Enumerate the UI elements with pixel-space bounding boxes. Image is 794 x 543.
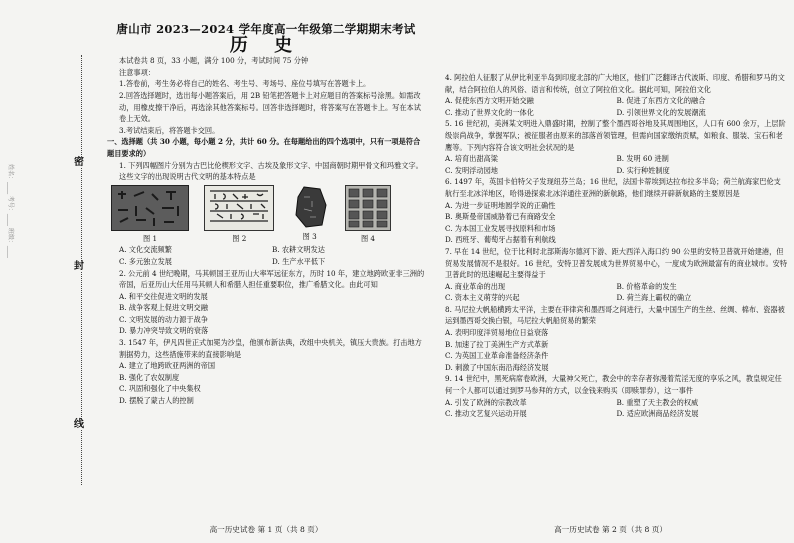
question-6-option-c: C. 为本国工业发展寻找原料和市场 bbox=[445, 223, 556, 233]
seal-mark-xian: 线 bbox=[74, 419, 84, 430]
question-9-option-c: C. 推动文艺复兴运动开展 bbox=[445, 409, 527, 419]
exam-title: 唐山市 2023—2024 学年度高一年级第二学期期末考试 bbox=[116, 22, 416, 36]
question-2-option-a: A. 和平交往促进文明的发展 bbox=[119, 291, 208, 301]
notice-3: 3.考试结束后，将答题卡交回。 bbox=[119, 125, 220, 135]
question-2-stem: 2. 公元前 4 世纪晚期，马其顿国王亚历山大率军远征东方，历时 10 年，建立地跨欧亚非三洲的帝国，后亚历山大任用马其顿人和希腊人担任重要职位，推广希腊文化。由此可知 bbox=[119, 268, 425, 290]
question-7-stem: 7. 早在 14 世纪，位于比利时北部斯海尔德河下游、距大西洋入海口约 90 公里的安特卫普就开始建港，但贸易发展情况不是很好。16 世纪，安特卫普发展成为世界贸易中心，一度成为欧洲最富有的商业城市。安特卫普此时的迅速崛起主要得益于 bbox=[445, 246, 788, 280]
binding-margin bbox=[0, 0, 100, 543]
question-1-figures bbox=[111, 185, 391, 245]
figure-1-caption: 图 1 bbox=[142, 233, 158, 243]
question-4-option-a: A. 促使东西方文明开始交融 bbox=[445, 96, 534, 106]
question-2-option-c: C. 文明发展的动力源于战争 bbox=[119, 314, 208, 324]
notice-title: 注意事项： bbox=[119, 67, 155, 77]
figure-2-caption: 图 2 bbox=[232, 233, 247, 243]
question-9-stem: 9. 14 世纪中，黑死病席卷欧洲，大量神父死亡，教会中的幸存者弥漫着荒淫无度的享乐之风，教皇规定任何一个人都可以通过到罗马参拜的方式，以金钱来购买（即赎罪券），这一事件 bbox=[445, 374, 782, 396]
question-2-option-b: B. 战争客观上促进文明交融 bbox=[119, 303, 208, 313]
figure-4 bbox=[345, 185, 391, 245]
question-9-options-row-2 bbox=[433, 408, 788, 420]
seal-mark-feng: 封 bbox=[74, 261, 84, 272]
question-8-option-d: D. 刺激了中国东南沿海经济发展 bbox=[445, 362, 549, 372]
question-9-option-d: D. 适应欧洲商品经济发展 bbox=[616, 409, 699, 419]
question-4-option-b: B. 促进了东西方文化的融合 bbox=[616, 96, 706, 106]
question-5-option-a: A. 培育出甜高粱 bbox=[445, 154, 498, 164]
question-7-option-a: A. 商业革命的出现 bbox=[445, 281, 506, 291]
question-4-option-c: C. 推动了世界文化的一体化 bbox=[445, 107, 534, 117]
question-4-options-row-2 bbox=[433, 107, 788, 119]
binding-candidate-info bbox=[3, 160, 15, 380]
page-2-footer: 高一历史试卷 第 2 页（共 8 页） bbox=[554, 525, 667, 535]
question-8-option-b: B. 加速了拉丁美洲生产方式革新 bbox=[445, 339, 549, 349]
question-1-stem: 1. 下列四幅图片分别为古巴比伦楔形文字、古埃及象形文字、中国商朝时期甲骨文和玛雅文字。这些文字的出现说明古代文明的基本特点是 bbox=[119, 160, 423, 182]
question-6-option-b: B. 奥斯曼帝国威胁着已有商路安全 bbox=[445, 212, 556, 222]
question-3-option-d: D. 摆脱了蒙古人的控制 bbox=[119, 396, 194, 406]
maya-glyph-image bbox=[345, 185, 391, 231]
question-9-option-b: B. 重塑了天主教会的权威 bbox=[616, 397, 699, 407]
subject-title: 历 史 bbox=[229, 34, 303, 56]
question-2-option-d: D. 暴力冲突导致文明的衰落 bbox=[119, 326, 209, 336]
question-9-options-row-1 bbox=[433, 397, 788, 409]
seal-mark-mi: 密 bbox=[74, 157, 84, 168]
question-1-option-d: D. 生产水平低下 bbox=[272, 256, 326, 266]
notice-2: 2.回答选择题时，选出每小题答案后，用 2B 铅笔把答题卡上对应题目的答案标号涂黑。如需改动，用橡皮擦干净后，再选涂其他答案标号。回答非选择题时，将答案写在答题卡上。写在本试卷上无效。 bbox=[119, 90, 421, 124]
question-1-options-row-2 bbox=[107, 256, 425, 268]
question-7-option-d: D. 荷兰海上霸权的确立 bbox=[616, 293, 692, 303]
question-1-option-a: A. 文化交流频繁 bbox=[119, 245, 172, 255]
question-6-option-a: A. 为进一步证明地圆学说的正确性 bbox=[445, 200, 556, 210]
figure-3 bbox=[290, 185, 330, 245]
figure-3-caption: 图 3 bbox=[302, 231, 317, 241]
question-4-options-row-1 bbox=[433, 95, 788, 107]
question-7-option-b: B. 价格革命的发生 bbox=[616, 281, 677, 291]
question-7-options-row-1 bbox=[433, 281, 788, 293]
question-5-option-b: B. 发明 60 进制 bbox=[616, 154, 669, 164]
question-8-stem: 8. 马尼拉大帆船横跨太平洋，主要在菲律宾和墨西哥之间进行，大量中国生产的生丝、丝绸、棉布、瓷器被运到墨西哥交换白银，马尼拉大帆船贸易的繁荣 bbox=[445, 304, 785, 326]
question-6-option-d: D. 西班牙、葡萄牙占据着有利航线 bbox=[445, 235, 556, 245]
question-5-options-row-1 bbox=[433, 153, 788, 165]
question-5-option-c: C. 发明浮动园地 bbox=[445, 165, 498, 175]
exam-intro: 本试卷共 8 页，33 小题，满分 100 分，考试时间 75 分钟 bbox=[119, 56, 309, 66]
question-7-option-c: C. 资本主义萌芽的兴起 bbox=[445, 293, 520, 303]
figure-2 bbox=[204, 185, 274, 245]
section-1-heading: 一、选择题（共 30 小题，每小题 2 分，共计 60 分。在每题给出的四个选项中，只有一项是符合题目要求的） bbox=[107, 137, 421, 158]
question-8-option-a: A. 表明印度洋贸易地位日益衰落 bbox=[445, 328, 549, 338]
page-1-footer: 高一历史试卷 第 1 页（共 8 页） bbox=[209, 525, 323, 535]
question-5-stem: 5. 16 世纪初，美洲某文明进入鼎盛时期，控制了整个墨西哥谷地及其周围地区，人口有 600 余万，上层阶级崇尚战争，掌握军队；被征服者由原来的部落首领管理，但需向国家缴纳贡赋，如粮食、服装、宝石和老鹰等。下列内容符合该文明社会状况的是 bbox=[445, 119, 786, 152]
question-4-option-d: D. 引领世界文化的发展潮流 bbox=[616, 107, 706, 117]
question-3-stem: 3. 1547 年，伊凡四世正式加冕为沙皇，他颁布新法典，改组中央机关，镇压大贵族。打击地方割据势力，这些措施带来的直接影响是 bbox=[119, 338, 422, 359]
question-3-option-c: C. 巩固和强化了中央集权 bbox=[119, 384, 201, 394]
question-3-option-b: B. 强化了农奴制度 bbox=[119, 372, 180, 382]
question-3-option-a: A. 建立了地跨欧亚两洲的帝国 bbox=[119, 361, 216, 371]
question-4-stem: 4. 阿拉伯人征服了从伊比利亚半岛到印度北部的广大地区，他们广泛翻译古代波斯、印度、希腊和罗马的文献，结合阿拉伯人的风俗、语言和传统，创立了阿拉伯文化。据此可知，阿拉伯文化 bbox=[445, 73, 785, 94]
question-1-option-c: C. 多元独立发展 bbox=[119, 256, 172, 266]
question-8-option-c: C. 为英国工业革命准备经济条件 bbox=[445, 351, 549, 361]
figure-1 bbox=[111, 185, 189, 245]
question-5-options-row-2 bbox=[433, 165, 788, 177]
question-9-option-a: A. 引发了欧洲的宗教改革 bbox=[445, 397, 527, 407]
question-1-option-b: B. 农耕文明发达 bbox=[272, 245, 325, 255]
oracle-bone-image bbox=[290, 185, 330, 229]
question-1-options-row-1 bbox=[107, 244, 425, 256]
question-6-stem: 6. 1497 年，英国卡伯特父子发现纽芬兰岛；16 世纪，法国卡蒂埃到达拉布拉多半岛；荷兰航海家巴伦支航行至北冰洋地区，哈得逊探索北冰洋通往亚洲的新航路，他们继续开辟新航路的主要原因是 bbox=[445, 177, 781, 198]
page-2 bbox=[433, 8, 788, 536]
page-1 bbox=[107, 8, 425, 536]
hieroglyph-image bbox=[204, 185, 274, 231]
question-5-option-d: D. 实行种姓制度 bbox=[616, 165, 670, 175]
figure-4-caption: 图 4 bbox=[360, 233, 375, 243]
notice-1: 1.答卷前，考生务必将自己的姓名、考生号、考场号、座位号填写在答题卡上。 bbox=[119, 79, 371, 89]
binding-candidate-info-text: 姓名：____ 考号：____ 班级：____ bbox=[7, 164, 14, 258]
cuneiform-image bbox=[111, 185, 189, 231]
question-7-options-row-2 bbox=[433, 292, 788, 304]
